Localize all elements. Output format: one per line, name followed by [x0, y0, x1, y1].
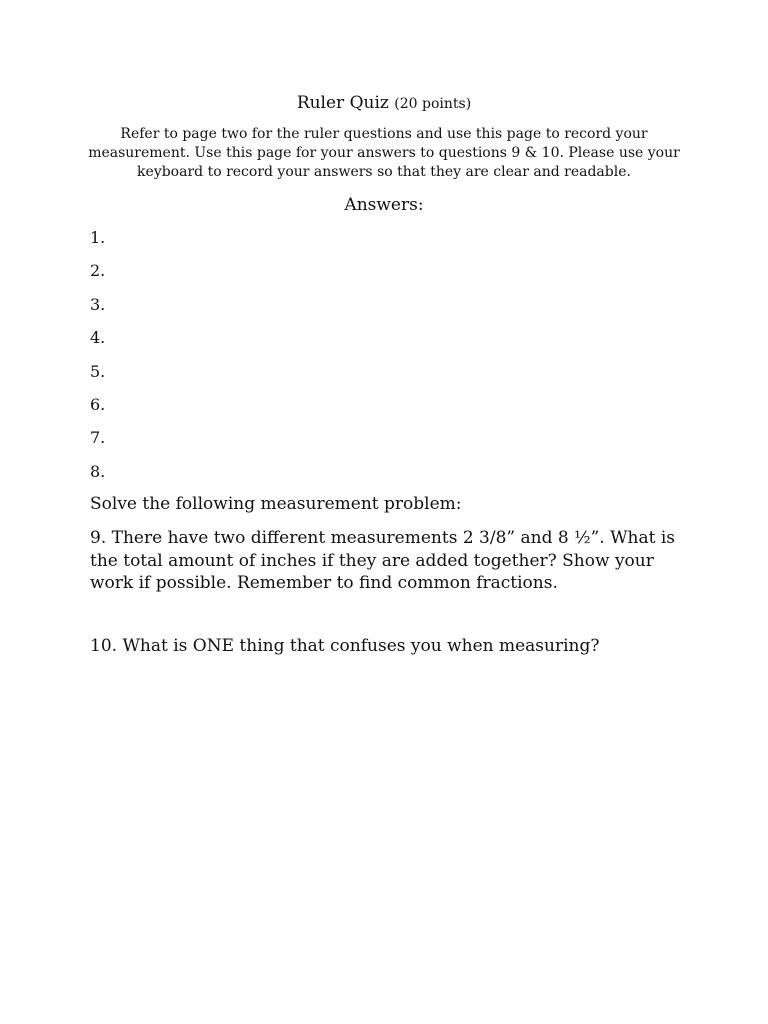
answer-item-8[interactable]: 8.	[90, 461, 106, 481]
quiz-points: (20 points)	[394, 96, 472, 112]
answer-item-3[interactable]: 3.	[90, 294, 106, 314]
answer-item-1[interactable]: 1.	[90, 228, 106, 247]
answer-item-6[interactable]: 6.	[90, 394, 106, 414]
answer-item-2[interactable]: 2.	[90, 261, 106, 281]
answer-item-7[interactable]: 7.	[90, 428, 106, 448]
quiz-title: Ruler Quiz	[296, 93, 389, 113]
question-10: 10. What is ONE thing that confuses you when measuring?	[90, 636, 600, 656]
measurement-problem-prompt: Solve the following measurement problem:	[90, 494, 462, 514]
page-title	[0, 92, 768, 115]
answer-item-4[interactable]: 4.	[90, 328, 106, 348]
answer-list	[90, 227, 105, 494]
answer-item-5[interactable]: 5.	[90, 361, 106, 381]
instructions-paragraph: Refer to page two for the ruler questions and use this page to record your measurement. Use this page for your answers to questions 9 & 10. Please use your keyboard to record your answers so that they are clear and readable.	[88, 126, 680, 180]
answers-heading: Answers:	[344, 195, 424, 215]
question-9: 9. There have two different measurements 2 3/8” and 8 ½”. What is the total amount of inches if they are added together? Show your work if possible. Remember to find common fractions.	[90, 528, 676, 593]
